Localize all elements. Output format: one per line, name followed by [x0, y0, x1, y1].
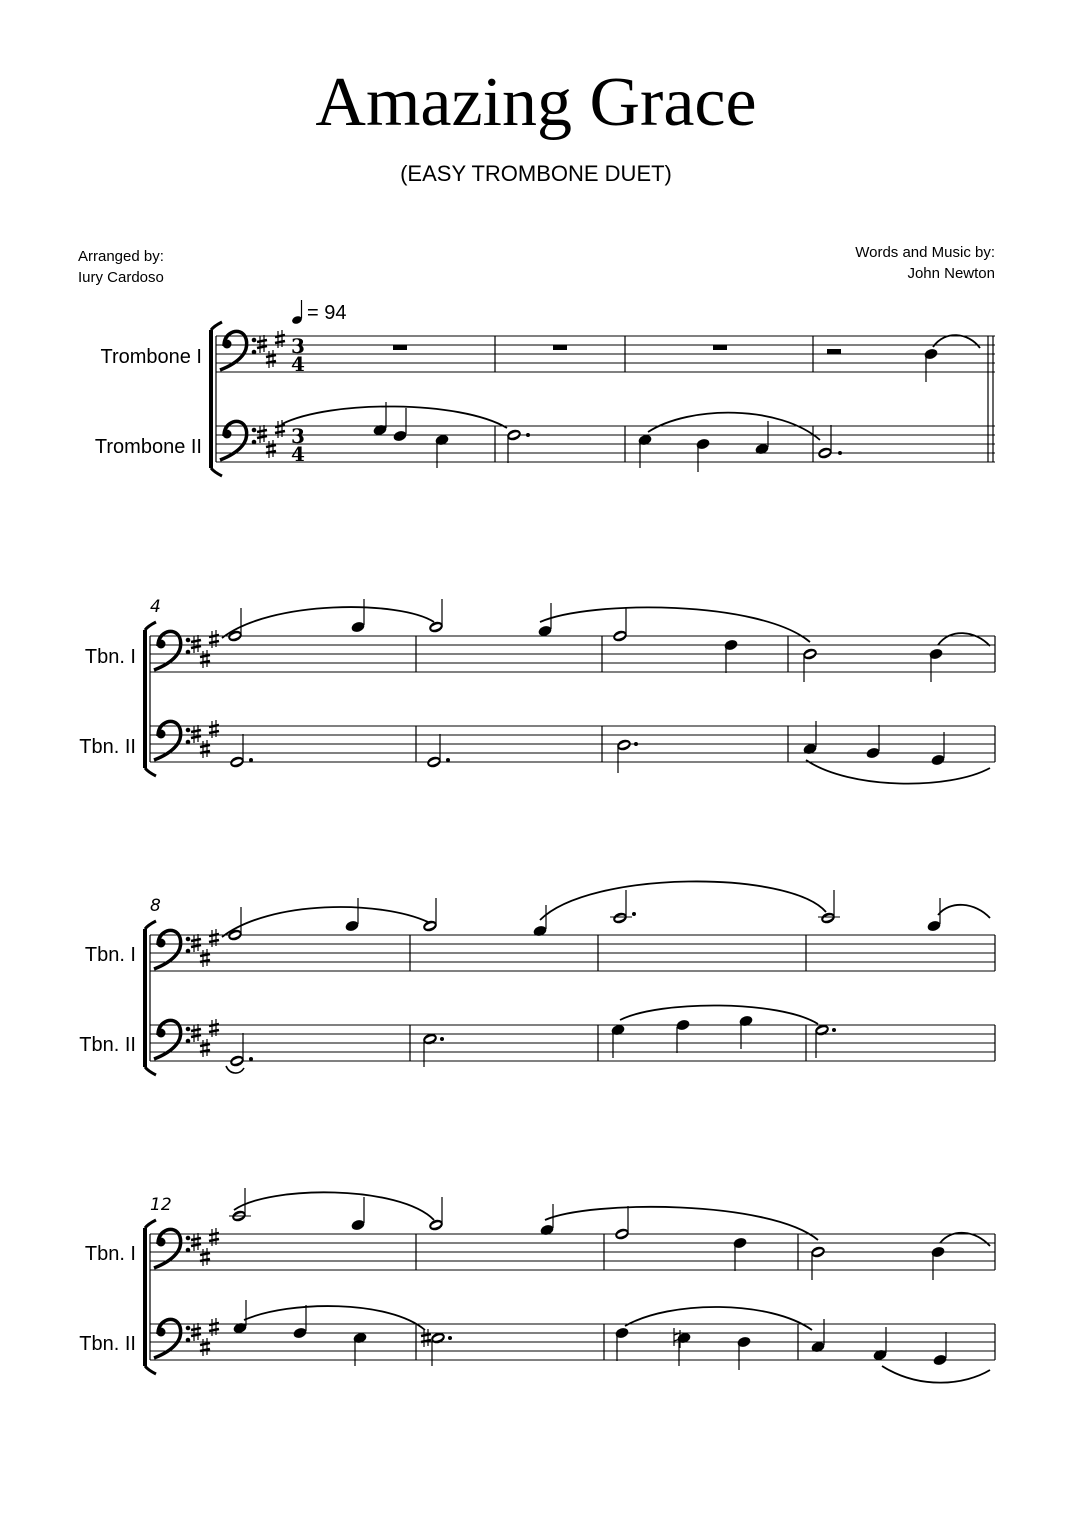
arranger-name: Iury Cardoso: [78, 269, 164, 286]
measure-number: 12: [150, 1195, 172, 1215]
system-1: [211, 322, 995, 476]
composer-label: Words and Music by:: [855, 244, 995, 261]
measure-number: 4: [150, 597, 161, 617]
instrument-label-tbn-2: Tbn. II: [79, 736, 136, 758]
measure-number: 8: [150, 896, 161, 916]
instrument-label-trombone-1: Trombone I: [100, 346, 202, 368]
instrument-label-tbn-2: Tbn. II: [79, 1333, 136, 1355]
system-4: [145, 1188, 995, 1383]
time-sig-top: 3: [291, 334, 305, 358]
score-title: Amazing Grace: [315, 64, 757, 141]
arranger-label: Arranged by:: [78, 248, 164, 265]
time-sig-bottom: 4: [291, 442, 305, 466]
time-sig-bottom: 4: [291, 352, 305, 376]
instrument-label-tbn-2: Tbn. II: [79, 1034, 136, 1056]
instrument-label-tbn-1: Tbn. I: [84, 646, 136, 668]
instrument-label-tbn-1: Tbn. I: [84, 1243, 136, 1265]
tempo-marking: = 94: [307, 302, 347, 324]
instrument-label-tbn-1: Tbn. I: [84, 944, 136, 966]
system-3: [145, 881, 995, 1075]
instrument-label-trombone-2: Trombone II: [94, 436, 202, 458]
system-2: [145, 597, 995, 784]
composer-name: John Newton: [907, 265, 995, 282]
time-sig-top: 3: [291, 424, 305, 448]
score-subtitle: (EASY TROMBONE DUET): [400, 161, 672, 186]
